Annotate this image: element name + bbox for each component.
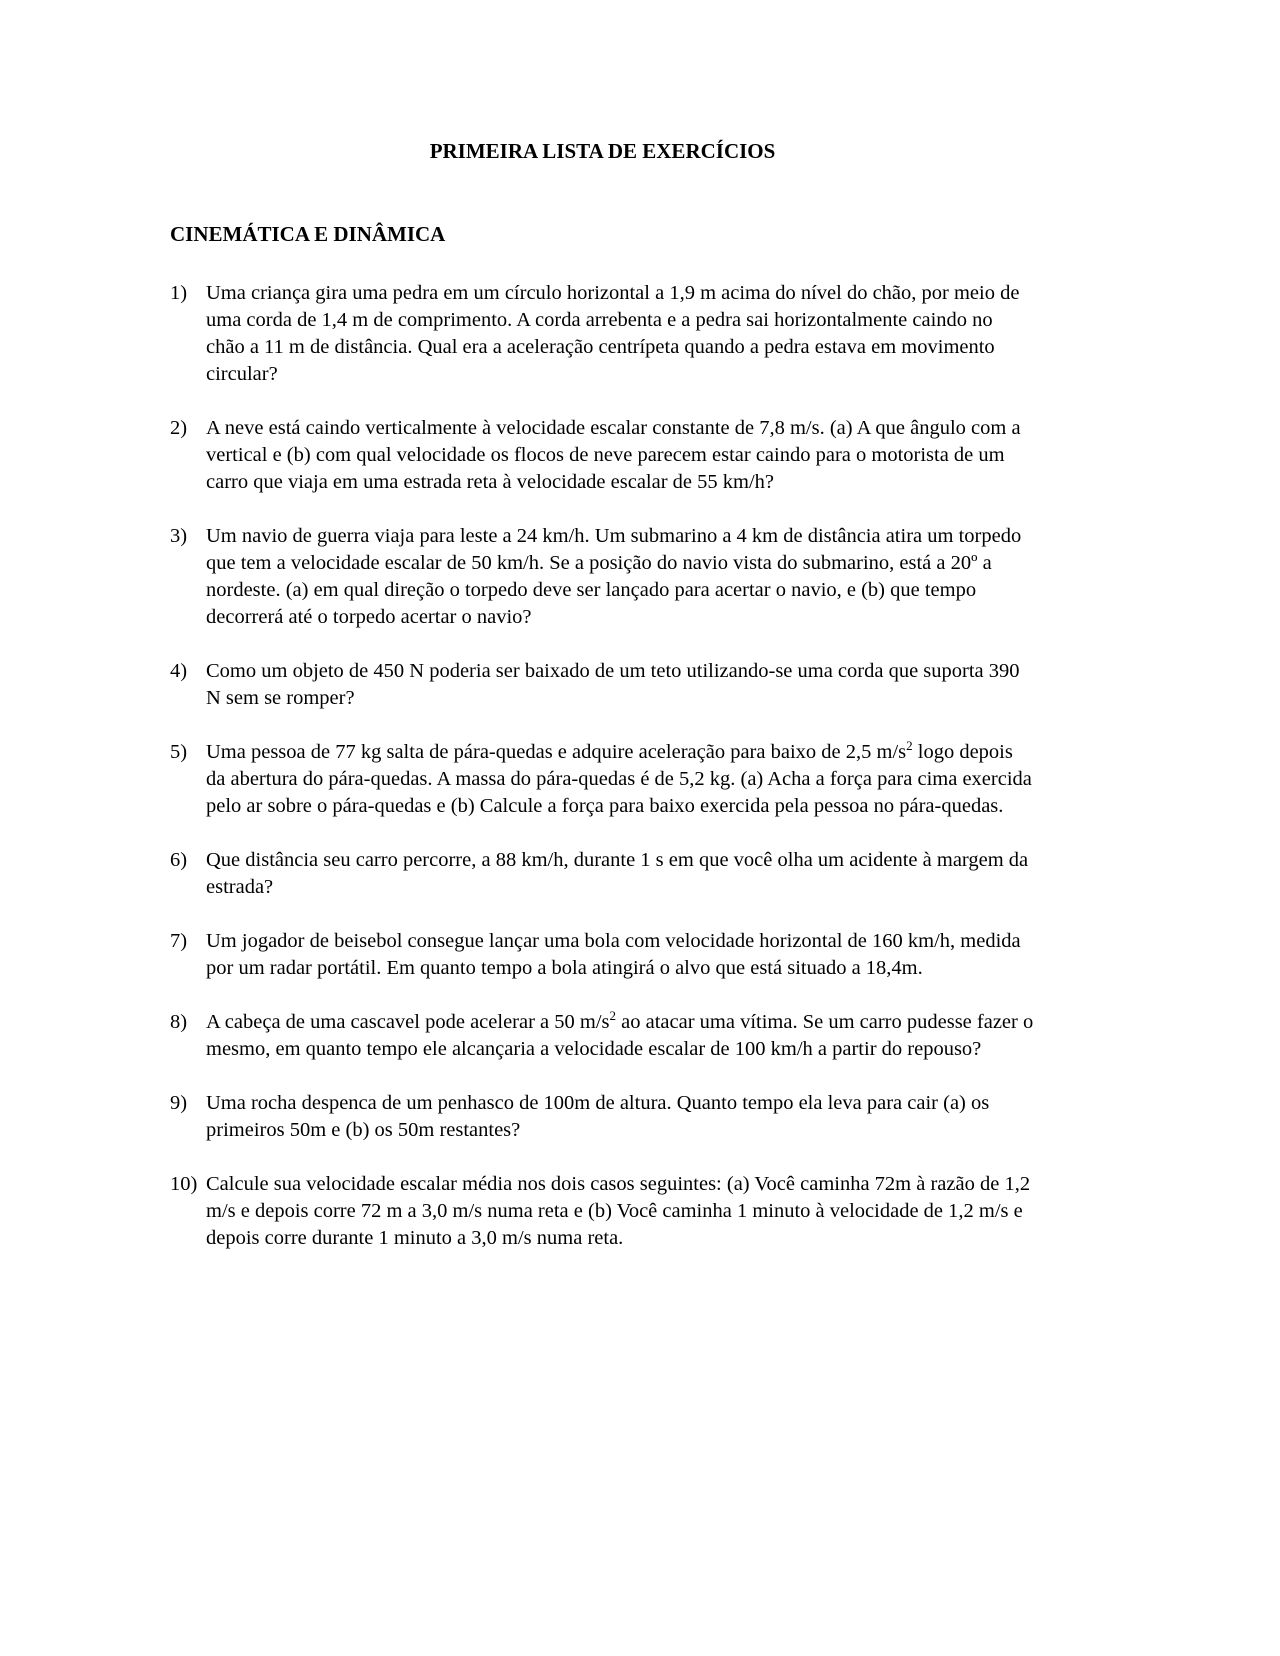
exercise-text-segment: Que distância seu carro percorre, a 88 km/h, durante 1 s em que você olha um acidente à margem da estrada?: [206, 849, 1029, 898]
exercise-number: 8): [170, 1011, 188, 1033]
exercise-item-9: [170, 1090, 1035, 1144]
exercise-item-8: [170, 1009, 1035, 1063]
exercise-number: 3): [170, 525, 188, 547]
exercise-text: [206, 1171, 1035, 1252]
exercise-text-segment: logo depois da abertura do pára-quedas. A massa do pára-quedas é de 5,2 kg. (a) Acha a força para cima exercida pelo ar sobre o pára-quedas e (b) Calcule a força para baixo exercida pela pessoa no pára-quedas.: [206, 741, 1032, 817]
exercise-text: [206, 928, 1035, 982]
exercise-number: 2): [170, 417, 188, 439]
exercise-item-3: [170, 523, 1035, 631]
exercise-text-segment: A cabeça de uma cascavel pode acelerar a 50 m/s: [206, 1011, 610, 1033]
exercise-number: 6): [170, 849, 188, 871]
exercise-item-5: [170, 739, 1035, 820]
exercise-text: [206, 739, 1035, 820]
exercise-text: [206, 658, 1035, 712]
exercise-item-2: [170, 415, 1035, 496]
exercise-text-segment: Um jogador de beisebol consegue lançar uma bola com velocidade horizontal de 160 km/h, medida por um radar portátil. Em quanto tempo a bola atingirá o alvo que está situado a 18,4m.: [206, 930, 1021, 979]
exercise-item-4: [170, 658, 1035, 712]
document-title: PRIMEIRA LISTA DE EXERCÍCIOS: [429, 139, 776, 163]
superscript-exponent: 2: [906, 738, 913, 754]
exercise-number: 5): [170, 741, 188, 763]
exercise-text: [206, 523, 1035, 631]
exercise-text: [206, 1090, 1035, 1144]
exercise-text: [206, 280, 1035, 388]
exercise-number: 10): [170, 1173, 198, 1195]
exercise-text-segment: Uma pessoa de 77 kg salta de pára-quedas e adquire aceleração para baixo de 2,5 m/s: [206, 741, 907, 763]
exercise-item-1: [170, 280, 1035, 388]
exercise-text-segment: ao atacar uma vítima. Se um carro pudesse fazer o mesmo, em quanto tempo ele alcançaria a velocidade escalar de 100 km/h a partir do repouso?: [206, 1011, 1034, 1060]
superscript-exponent: 2: [609, 1008, 617, 1024]
exercise-text-segment: Calcule sua velocidade escalar média nos dois casos seguintes: (a) Você caminha 72m à razão de 1,2 m/s e depois corre 72 m a 3,0 m/s numa reta e (b) Você caminha 1 minuto à velocidade de 1,2 m/s e depois corre durante 1 minuto a 3,0 m/s numa reta.: [206, 1173, 1031, 1249]
exercise-text-segment: A neve está caindo verticalmente à velocidade escalar constante de 7,8 m/s. (a) A que ângulo com a vertical e (b) com qual velocidade os flocos de neve parecem estar caindo para o motorista de um carro que viaja em uma estrada reta à velocidade escalar de 55 km/h?: [206, 417, 1021, 493]
exercise-number: 7): [170, 930, 188, 952]
exercise-number: 4): [170, 660, 188, 682]
exercise-text-segment: Um navio de guerra viaja para leste a 24 km/h. Um submarino a 4 km de distância atira um torpedo que tem a velocidade escalar de 50 km/h. Se a posição do navio vista do submarino, está a 20º a nordeste. (a) em qual direção o torpedo deve ser lançado para acertar o navio, e (b) que tempo decorrerá até o torpedo acertar o navio?: [206, 525, 1022, 628]
exercise-text-segment: Como um objeto de 450 N poderia ser baixado de um teto utilizando-se uma corda que suporta 390 N sem se romper?: [206, 660, 1020, 709]
section-heading: CINEMÁTICA E DINÂMICA: [170, 222, 446, 246]
exercise-item-10: [170, 1171, 1035, 1252]
exercise-text: [206, 415, 1035, 496]
exercise-number: 9): [170, 1092, 188, 1114]
exercise-list: [170, 280, 1035, 1252]
exercise-item-7: [170, 928, 1035, 982]
exercise-text-segment: Uma rocha despenca de um penhasco de 100m de altura. Quanto tempo ela leva para cair (a) os primeiros 50m e (b) os 50m restantes?: [206, 1092, 990, 1141]
exercise-text: [206, 847, 1035, 901]
exercise-number: 1): [170, 282, 188, 304]
exercise-text: [206, 1009, 1035, 1063]
exercise-item-6: [170, 847, 1035, 901]
exercise-text-segment: Uma criança gira uma pedra em um círculo horizontal a 1,9 m acima do nível do chão, por meio de uma corda de 1,4 m de comprimento. A corda arrebenta e a pedra sai horizontalmente caindo no chão a 11 m de distância. Qual era a aceleração centrípeta quando a pedra estava em movimento circular?: [206, 282, 1020, 385]
